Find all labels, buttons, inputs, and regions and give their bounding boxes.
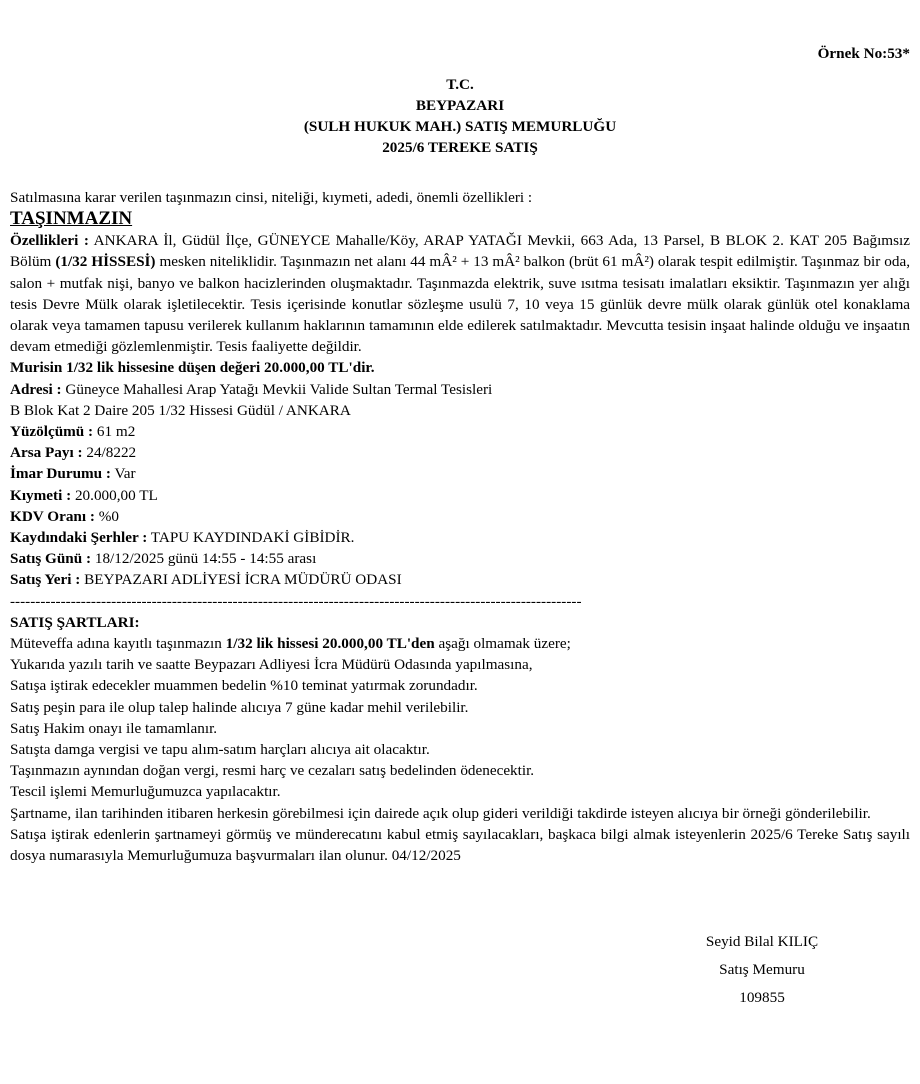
header-tc: T.C. (446, 76, 474, 93)
header-office: (SULH HUKUK MAH.) SATIŞ MEMURLUĞU (303, 118, 617, 135)
adres-label: Adresi : (10, 380, 62, 398)
adres-line1: Güneyce Mahallesi Arap Yatağı Mevkii Valide Sultan Termal Tesisleri (61, 380, 493, 398)
field-label: Satış Yeri : (10, 571, 81, 589)
header-city: BEYPAZARI (415, 97, 505, 114)
sartlar-title: SATIŞ ŞARTLARI: (10, 613, 140, 631)
sartlar-line: Satışta damga vergisi ve tapu alım-satım harçları alıcıya ait olacaktır. (10, 741, 430, 759)
ornek-number: Örnek No:53* (817, 45, 910, 62)
ozellikler-label: Özellikleri : (10, 232, 89, 250)
field-value: 18/12/2025 günü 14:55 - 14:55 arası (91, 550, 317, 568)
ozellikler-hisse: (1/32 HİSSESİ) (55, 253, 156, 271)
sartname-paragraph: Şartname, ilan tarihinden itibaren herkesin görebilmesi için dairede açık olup gideri verildiği takdirde isteyen alıcıya bir örneği gönderilebilir. (10, 804, 871, 822)
field-label: Kıymeti : (10, 486, 72, 504)
section-title: TAŞINMAZIN (10, 208, 133, 230)
adres-line2: B Blok Kat 2 Daire 205 1/32 Hissesi Güdül / ANKARA (10, 401, 351, 419)
final-paragraph: Satışa iştirak edenlerin şartnameyi görmüş ve münderecatını kabul etmiş sayılacakları, başkaca bilgi almak isteyenlerin 2025/6 Tereke Satış sayılı dosya numarasıyla Memurluğumuza başvurmaları ilan olunur. 04/12/2025 (10, 825, 910, 865)
signature-number: 109855 (739, 989, 785, 1006)
field-row (10, 527, 910, 548)
field-row (10, 463, 910, 484)
field-row (10, 421, 910, 442)
sartlar-line: Tescil işlemi Memurluğumuzca yapılacaktır. (10, 783, 281, 801)
ozellikler-text2: mesken niteliklidir. Taşınmazın net alanı 44 mÂ² + 13 mÂ² balkon (brüt 61 mÂ²) olarak tespit edilmiştir. Taşınmaz bir oda, salon + mutfak nişi, banyo ve balkon hacizlerinden oluşmaktadır. Taşınmazda elektrik, suve ısıtma tesisatı imalatları eksiktir. Taşınmazın yer alığı tesis Devre Mülk olarak işletilecektir. Tesis içerisinde konutlar sözleşme usulü 7, 10 veya 15 günlük devre mülk olarak günlük otel konaklama olarak veya tamamen tapusu verilerek kullanım haklarının tamamının elde edilerek satılmaktadır. Mevcutta tesisin inşaat halinde olduğu ve inşaatın devam etmediği gözlemlenmiştir. Tesis faaliyette değildir. (10, 253, 910, 356)
sartlar-first-pre: Müteveffa adına kayıtlı taşınmazın (10, 635, 226, 653)
field-label: Yüzölçümü : (10, 423, 94, 441)
field-row (10, 506, 910, 527)
field-label: İmar Durumu : (10, 465, 111, 483)
field-value: BEYPAZARI ADLİYESİ İCRA MÜDÜRÜ ODASI (80, 571, 402, 589)
sartlar-first-post: aşağı olmamak üzere; (434, 635, 571, 653)
sartlar-first-line (10, 633, 910, 654)
field-value: 24/8222 (82, 444, 137, 462)
header-case: 2025/6 TEREKE SATIŞ (382, 139, 538, 156)
sartlar-line: Satış peşin para ile olup talep halinde alıcıya 7 güne kadar mehil verilebilir. (10, 698, 469, 716)
field-label: Arsa Payı : (10, 444, 83, 462)
field-value: Var (110, 465, 136, 483)
ozellikler-text1: ANKARA İl, Güdül İlçe, GÜNEYCE Mahalle/Köy, ARAP YATAĞI Mevkii, 663 Ada, 13 Parsel, B BLOK 2. KAT 205 Bağımsız Bölüm (10, 232, 910, 271)
field-value: %0 (94, 507, 119, 525)
adres-block (10, 379, 910, 400)
sartlar-line: Satışa iştirak edecekler muammen bedelin %10 teminat yatırmak zorundadır. (10, 677, 478, 695)
field-row (10, 485, 910, 506)
field-row (10, 442, 910, 463)
document-header (10, 74, 910, 158)
field-row (10, 548, 910, 569)
field-label: KDV Oranı : (10, 507, 95, 525)
field-value: TAPU KAYDINDAKİ GİBİDİR. (147, 529, 355, 547)
field-label: Satış Günü : (10, 550, 92, 568)
sartlar-line: Yukarıda yazılı tarih ve saatte Beypazarı Adliyesi İcra Müdürü Odasında yapılmasına, (10, 656, 533, 674)
murisin-value: Murisin 1/32 lik hissesine düşen değeri 20.000,00 TL'dir. (10, 359, 375, 377)
field-label: Kaydındaki Şerhler : (10, 529, 148, 547)
field-value: 61 m2 (93, 423, 136, 441)
dashed-separator: ----------------------------------------------------------------------------------------------------------------- (10, 592, 582, 610)
document-body (10, 187, 910, 866)
sartlar-first-bold: 1/32 lik hissesi 20.000,00 TL'den (225, 635, 435, 653)
field-value: 20.000,00 TL (71, 486, 158, 504)
field-row (10, 569, 910, 590)
intro-text: Satılmasına karar verilen taşınmazın cinsi, niteliği, kıymeti, adedi, önemli özellikleri : (10, 189, 533, 206)
signature-name: Seyid Bilal KILIÇ (705, 933, 819, 950)
signature-block (672, 928, 852, 1012)
sartlar-line: Taşınmazın aynından doğan vergi, resmi harç ve cezaları satış bedelinden ödenecektir. (10, 762, 535, 780)
sartlar-line: Satış Hakim onayı ile tamamlanır. (10, 719, 218, 737)
signature-title: Satış Memuru (719, 961, 805, 978)
ozellikler-paragraph (10, 230, 910, 357)
